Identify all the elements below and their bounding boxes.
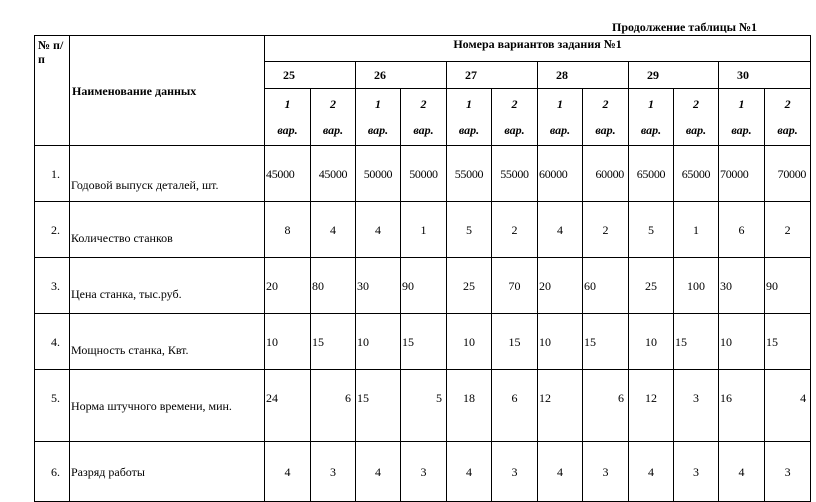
cell-value: 60000 (538, 146, 583, 202)
cell-value: 10 (719, 314, 765, 370)
cell-value: 6 (492, 370, 538, 442)
cell-value: 15 (401, 314, 447, 370)
cell-value: 4 (447, 442, 492, 502)
variant-number: 1 (557, 97, 563, 111)
variant-label: вар. (367, 123, 389, 137)
cell-value: 10 (356, 314, 401, 370)
row-name: Разряд работы (70, 442, 265, 502)
cell-value: 3 (674, 370, 719, 442)
variant-label: вар. (322, 123, 344, 137)
table-row (35, 370, 811, 442)
header-task: 29 (629, 62, 719, 89)
cell-value: 15 (311, 314, 356, 370)
cell-value: 3 (492, 442, 538, 502)
cell-value: 70000 (765, 146, 811, 202)
cell-value: 12 (629, 370, 674, 442)
cell-value: 12 (538, 370, 583, 442)
header-variant (401, 89, 447, 146)
variant-label: вар. (640, 123, 662, 137)
cell-value: 2 (492, 202, 538, 258)
cell-value: 2 (583, 202, 629, 258)
cell-value: 45000 (265, 146, 311, 202)
header-task: 25 (265, 62, 356, 89)
cell-value: 65000 (674, 146, 719, 202)
header-title: Номера вариантов задания №1 (265, 36, 811, 62)
cell-value: 1 (674, 202, 719, 258)
cell-value: 10 (538, 314, 583, 370)
cell-value: 4 (629, 442, 674, 502)
header-name: Наименование данных (70, 36, 265, 146)
variant-number: 1 (466, 97, 472, 111)
cell-value: 90 (765, 258, 811, 314)
variant-label: вар. (777, 123, 798, 137)
cell-value: 3 (401, 442, 447, 502)
cell-value: 20 (538, 258, 583, 314)
cell-value: 30 (719, 258, 765, 314)
variant-label: вар. (504, 123, 525, 137)
variant-number: 2 (511, 97, 518, 111)
variant-number: 1 (375, 97, 381, 111)
cell-value: 10 (447, 314, 492, 370)
variant-number: 1 (648, 97, 654, 111)
variant-number: 2 (420, 97, 427, 111)
cell-value: 3 (583, 442, 629, 502)
variant-number: 2 (693, 97, 699, 111)
header-variant (765, 89, 811, 146)
row-number: 3. (35, 258, 70, 314)
row-number: 2. (35, 202, 70, 258)
cell-value: 4 (356, 202, 401, 258)
header-task: 26 (356, 62, 447, 89)
header-variant (265, 89, 311, 146)
cell-value: 4 (765, 370, 811, 442)
cell-value: 4 (265, 442, 311, 502)
cell-value: 55000 (492, 146, 538, 202)
cell-value: 60 (583, 258, 629, 314)
cell-value: 10 (265, 314, 311, 370)
variant-label: вар. (277, 123, 298, 137)
cell-value: 5 (629, 202, 674, 258)
cell-value: 90 (401, 258, 447, 314)
header-variant (447, 89, 492, 146)
cell-value: 4 (538, 442, 583, 502)
header-task: 28 (538, 62, 629, 89)
table-caption: Продолжение таблицы №1 (612, 20, 758, 34)
cell-value: 4 (719, 442, 765, 502)
cell-value: 70 (492, 258, 538, 314)
variant-number: 1 (738, 97, 745, 111)
cell-value: 25 (629, 258, 674, 314)
table-row (35, 146, 811, 202)
variant-number: 2 (784, 97, 791, 111)
cell-value: 15 (765, 314, 811, 370)
cell-value: 15 (674, 314, 719, 370)
variant-label: вар. (685, 123, 707, 137)
cell-value: 5 (447, 202, 492, 258)
variant-number: 1 (284, 97, 291, 111)
row-name: Норма штучного времени, мин. (70, 370, 265, 442)
row-number: 4. (35, 314, 70, 370)
cell-value: 45000 (311, 146, 356, 202)
cell-value: 60000 (583, 146, 629, 202)
cell-value: 25 (447, 258, 492, 314)
cell-value: 20 (265, 258, 311, 314)
cell-value: 3 (674, 442, 719, 502)
header-variant (311, 89, 356, 146)
header-variant (719, 89, 765, 146)
variant-label: вар. (731, 123, 752, 137)
cell-value: 100 (674, 258, 719, 314)
cell-value: 4 (538, 202, 583, 258)
cell-value: 15 (492, 314, 538, 370)
cell-value: 3 (311, 442, 356, 502)
table-row (35, 258, 811, 314)
cell-value: 4 (311, 202, 356, 258)
header-variant (629, 89, 674, 146)
table-row (35, 202, 811, 258)
cell-value: 2 (765, 202, 811, 258)
header-variant (492, 89, 538, 146)
header-variant (674, 89, 719, 146)
cell-value: 65000 (629, 146, 674, 202)
cell-value: 15 (583, 314, 629, 370)
cell-value: 6 (583, 370, 629, 442)
cell-value: 70000 (719, 146, 765, 202)
variant-label: вар. (595, 123, 616, 137)
cell-value: 3 (765, 442, 811, 502)
cell-value: 4 (356, 442, 401, 502)
variant-number: 2 (330, 97, 336, 111)
header-variant (356, 89, 401, 146)
row-name: Мощность станка, Квт. (70, 314, 265, 370)
cell-value: 50000 (356, 146, 401, 202)
cell-value: 15 (356, 370, 401, 442)
row-number: 6. (35, 442, 70, 502)
variants-table (34, 35, 811, 502)
variant-label: вар. (413, 123, 434, 137)
header-task: 30 (719, 62, 811, 89)
cell-value: 16 (719, 370, 765, 442)
table-row (35, 442, 811, 502)
variant-label: вар. (549, 123, 571, 137)
row-name: Количество станков (70, 202, 265, 258)
cell-value: 50000 (401, 146, 447, 202)
cell-value: 8 (265, 202, 311, 258)
header-variant (538, 89, 583, 146)
variant-label: вар. (458, 123, 480, 137)
row-name: Годовой выпуск деталей, шт. (70, 146, 265, 202)
row-number: 1. (35, 146, 70, 202)
cell-value: 6 (311, 370, 356, 442)
header-num: № п/п (35, 36, 70, 146)
row-number: 5. (35, 370, 70, 442)
header-variant (583, 89, 629, 146)
header-task: 27 (447, 62, 538, 89)
row-name: Цена станка, тыс.руб. (70, 258, 265, 314)
cell-value: 30 (356, 258, 401, 314)
cell-value: 5 (401, 370, 447, 442)
table-row (35, 314, 811, 370)
cell-value: 1 (401, 202, 447, 258)
cell-value: 80 (311, 258, 356, 314)
cell-value: 18 (447, 370, 492, 442)
cell-value: 24 (265, 370, 311, 442)
variant-number: 2 (602, 97, 609, 111)
cell-value: 10 (629, 314, 674, 370)
cell-value: 55000 (447, 146, 492, 202)
cell-value: 6 (719, 202, 765, 258)
